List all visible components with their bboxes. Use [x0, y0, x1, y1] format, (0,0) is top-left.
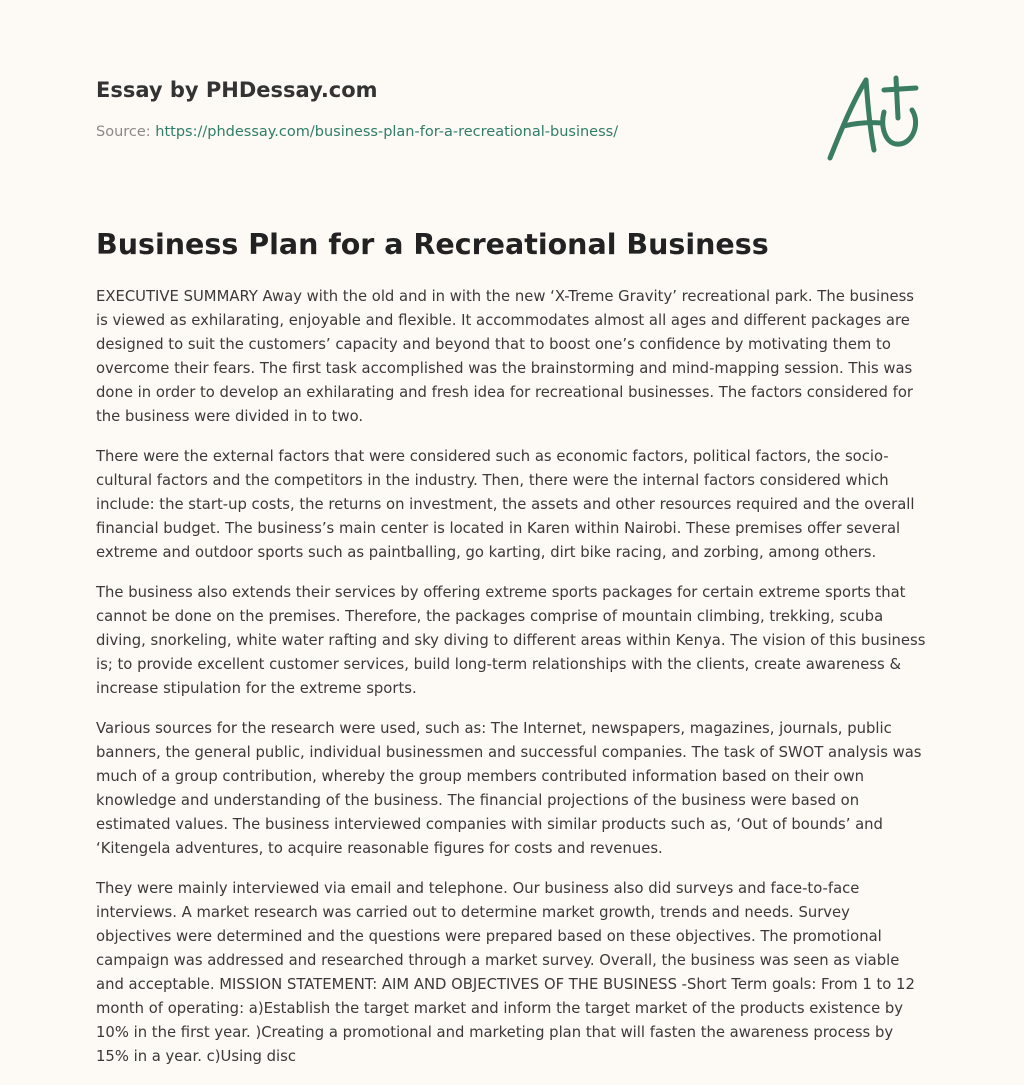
source-label: Source:: [96, 124, 156, 140]
essay-paragraph: The business also extends their services by offering extreme sports packages for certain extreme sports that cannot be done on the premises. Therefore, the packages comprise of mountain climbing, trekking, scuba diving, snorkeling, white water rafting and sky diving to different areas within Kenya. The vision of this business is; to provide excellent customer services, build long-term relationships with the clients, create awareness & increase stipulation for the extreme sports.: [96, 584, 926, 697]
site-brand: Essay by PHDessay.com: [96, 78, 378, 102]
source-line: [96, 124, 618, 140]
essay-paragraph: They were mainly interviewed via email and telephone. Our business also did surveys and face-to-face interviews. A market research was carried out to determine market growth, trends and needs. Survey objectives were determined and the questions were prepared based on these objectives. The promotional campaign was addressed and researched through a market survey. Overall, the business was seen as viable and acceptable. MISSION STATEMENT: AIM AND OBJECTIVES OF THE BUSINESS -Short Term goals: From 1 to 12 month of operating: a)Establish the target market and inform the target market of the products existence by 10% in the first year. )Creating a promotional and marketing plan that will fasten the awareness process by 15% in a year. c)Using disc: [96, 880, 915, 1065]
essay-paragraph: EXECUTIVE SUMMARY Away with the old and in with the new ‘X-Treme Gravity’ recreational park. The business is viewed as exhilarating, enjoyable and flexible. It accommodates almost all ages and different packages are designed to suit the customers’ capacity and beyond that to boost one’s confidence by motivating them to overcome their fears. The first task accomplished was the brainstorming and mind-mapping session. This was done in order to develop an exhilarating and fresh idea for recreational businesses. The factors considered for the business were divided in to two.: [96, 288, 914, 425]
a-plus-grade-icon: [822, 68, 932, 168]
essay-title: Business Plan for a Recreational Business: [96, 228, 769, 261]
essay-body: [96, 285, 928, 1085]
essay-paragraph: There were the external factors that were considered such as economic factors, political factors, the socio-cultural factors and the competitors in the industry. Then, there were the internal factors considered which include: the start-up costs, the returns on investment, the assets and other resources required and the overall financial budget. The business’s main center is located in Karen within Nairobi. These premises offer several extreme and outdoor sports such as paintballing, go karting, dirt bike racing, and zorbing, among others.: [96, 448, 915, 561]
essay-paragraph: Various sources for the research were used, such as: The Internet, newspapers, magazines, journals, public banners, the general public, individual businessmen and successful companies. The task of SWOT analysis was much of a group contribution, whereby the group members contributed information based on their own knowledge and understanding of the business. The financial projections of the business were based on estimated values. The business interviewed companies with similar products such as, ‘Out of bounds’ and ‘Kitengela adventures, to acquire reasonable figures for costs and revenues.: [96, 720, 922, 857]
source-link[interactable]: https://phdessay.com/business-plan-for-a-recreational-business/: [155, 124, 619, 140]
